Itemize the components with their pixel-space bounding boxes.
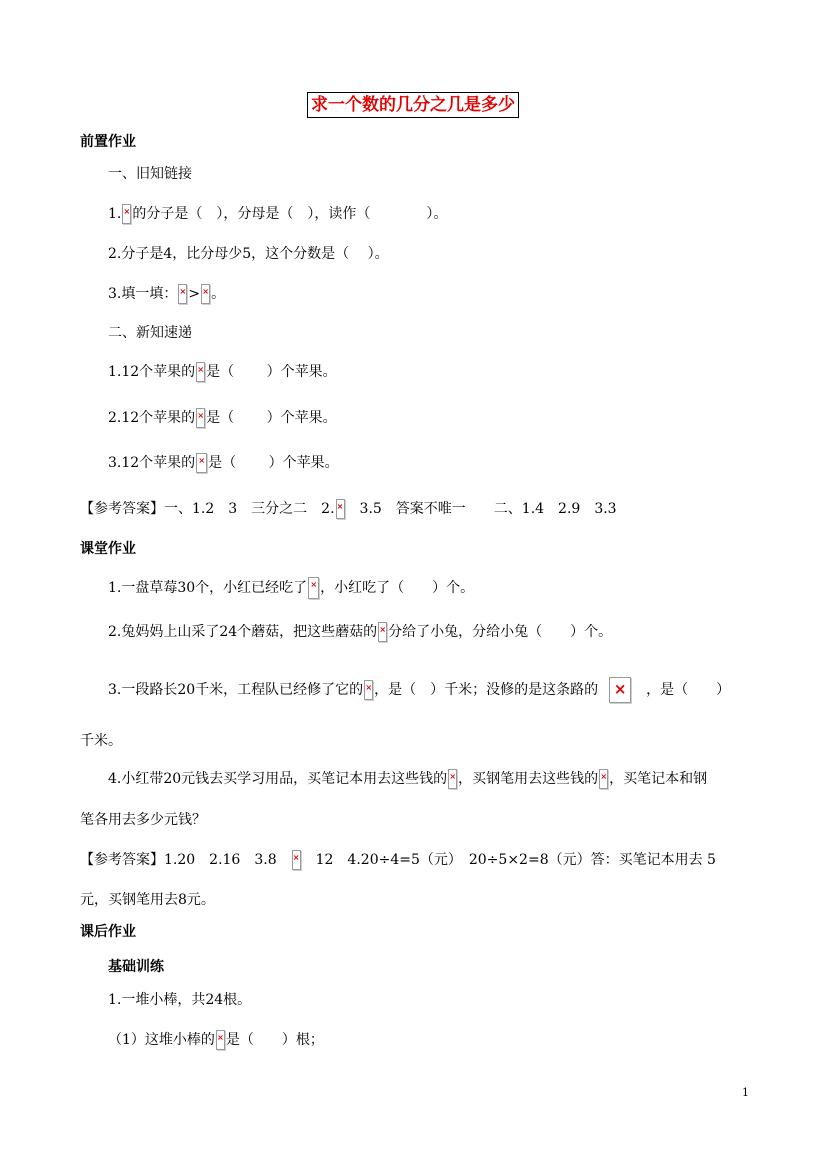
after-question-1-1 [108,1030,324,1050]
fraction-image-icon [201,284,210,304]
fraction-image-icon [196,408,205,428]
q3-text: 3.填一填： [108,286,178,302]
broken-image-icon [609,677,631,703]
page-number: 1 [742,1086,749,1099]
q3-compare: > [188,286,201,302]
aq1-text: （1）这堆小棒的 [108,1032,215,1048]
new-question-2 [108,408,337,428]
after-question-1: 1.一堆小棒，共24根。 [108,992,252,1008]
fraction-image-icon [292,850,301,870]
nq1-text: 1.12个苹果的 [108,364,196,380]
aq1-blank: 是（ ）根； [225,1032,324,1048]
cq1-blank: ，小红吃了（ ）个。 [320,580,475,596]
class-question-4 [108,769,707,789]
fraction-image-icon [122,204,131,224]
q1-number: 1. [108,206,122,222]
section-heading-after: 课后作业 [80,924,136,940]
class-question-4-cont: 笔各用去多少元钱？ [80,812,206,828]
part-heading-new: 二、新知速递 [108,325,192,341]
class-question-2 [108,622,612,642]
page-title: 求一个数的几分之几是多少 [307,92,519,118]
fraction-image-icon [308,577,319,599]
question-2: 2.分子是4，比分母少5，这个分数是（ ）。 [108,246,389,262]
answer-text-b: 12 4.20÷4=5（元） 20÷5×2=8（元）答：买笔记本用去 5 [301,852,716,868]
part-heading-review: 一、旧知链接 [108,166,192,182]
section-heading-pre: 前置作业 [80,134,136,150]
nq2-text: 2.12个苹果的 [108,410,196,426]
question-3 [108,284,225,304]
fraction-image-icon [336,499,345,519]
nq2-blank: 是（ ）个苹果。 [206,410,337,426]
cq3-end: ，是（ ） [646,682,731,698]
cq1-text: 1.一盘草莓30个，小红已经吃了 [108,580,308,596]
nq3-blank: 是（ ）个苹果。 [208,455,339,471]
cq2-text: 2.兔妈妈上山采了24个蘑菇，把这些蘑菇的 [108,624,378,640]
nq3-text: 3.12个苹果的 [108,455,196,471]
class-question-3-cont: 千米。 [80,733,122,749]
answer-key-pre [80,499,617,519]
fraction-image-icon [178,284,187,304]
section-heading-class: 课堂作业 [80,541,136,557]
answer-text-a: 【参考答案】1.20 2.16 3.8 [80,852,277,868]
cq4-text: 4.小红带20元钱去买学习用品，买笔记本用去这些钱的 [108,771,448,787]
fraction-image-icon [216,1030,225,1050]
answer-text-b: 3.5 答案不唯一 二、1.4 2.9 3.3 [345,501,617,517]
cq2-blank: 分给了小兔，分给小兔（ ）个。 [388,624,613,640]
question-1 [108,204,447,224]
cq3-mid: ，是（ ）千米；没修的是这条路的 [374,682,599,698]
cq4-end: ，买笔记本和钢 [609,771,708,787]
answer-key-class-cont: 元，买钢笔用去8元。 [80,892,215,908]
cq3-text: 3.一段路长20千米，工程队已经修了它的 [108,682,364,698]
answer-text-a: 【参考答案】一、1.2 3 三分之二 2. [80,501,335,517]
answer-key-class [80,850,716,870]
new-question-3 [108,453,339,473]
class-question-3 [108,677,730,703]
q1-text: 的分子是（ ），分母是（ ），读作（ ）。 [132,206,448,222]
q3-end: 。 [211,286,226,302]
fraction-image-icon [196,453,207,473]
new-question-1 [108,362,337,382]
fraction-image-icon [378,622,387,642]
fraction-image-icon [364,680,373,700]
cq4-mid: ，买钢笔用去这些钱的 [458,771,599,787]
class-question-1 [108,577,474,599]
fraction-image-icon [196,362,205,382]
nq1-blank: 是（ ）个苹果。 [206,364,337,380]
fraction-image-icon [599,769,608,789]
subheading-basic: 基础训练 [108,959,164,975]
fraction-image-icon [448,769,457,789]
